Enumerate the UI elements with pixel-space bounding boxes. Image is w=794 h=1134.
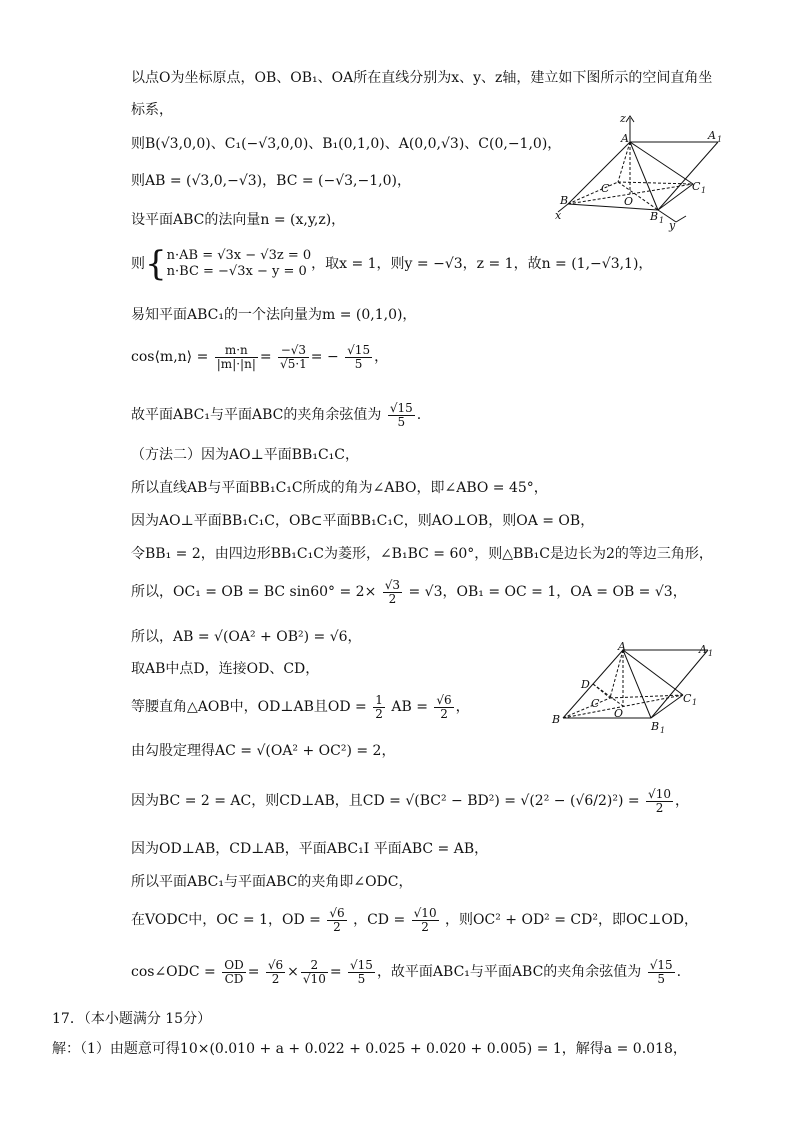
numerator: √3 (384, 577, 401, 592)
edge-b-b1 (568, 204, 658, 210)
text-fragment: AB = (391, 699, 428, 715)
label-z: z (620, 112, 626, 125)
text-line: cos∠ODC = $\frac{OD}{CD}$ = $\frac{√6}{2}$ × $\frac{2}{√10}$ = $\frac{√15}{5}$ ，故平面ABC₁与平面ABC的夹角余弦值为 $\frac{√15}{5}$ . (131, 957, 682, 986)
fraction (388, 402, 415, 429)
fraction (215, 344, 258, 371)
denominator: 5 (357, 971, 366, 986)
brace-symbol: { (145, 244, 167, 284)
text-line: 因为AO⊥平面BB₁C₁C，OB⊂平面BB₁C₁C，则AO⊥OB，则OA = OB， (131, 513, 595, 529)
label-a1: A (708, 129, 716, 142)
label-c1: C (692, 180, 701, 193)
label-b: B (552, 713, 561, 726)
fraction (383, 579, 402, 606)
edge-a1-b1 (651, 650, 708, 718)
text-fragment: 等腰直角△AOB中，OD⊥AB且OD = (131, 699, 367, 715)
numerator: √10 (413, 905, 437, 920)
text-line: 所以直线AB与平面BB₁C₁C所成的角为∠ABO，即∠ABO = 45°， (131, 480, 548, 496)
label-a1-sub: 1 (708, 649, 714, 658)
text-line: 令BB₁ = 2，由四边形BB₁C₁C为菱形，∠B₁BC = 60°，则△BB₁C是边长为2的等边三角形， (131, 546, 713, 562)
label-d: D (581, 678, 590, 691)
denominator: 5 (397, 414, 406, 429)
text-line: 由勾股定理得AC = √(OA² + OC²) = 2， (131, 743, 396, 759)
label-a: A (621, 132, 629, 145)
edge-b1-c1 (658, 184, 693, 210)
y-axis-extension (676, 216, 686, 222)
prism-figure-d (548, 640, 728, 740)
label-b1: B (650, 210, 659, 223)
numerator: √6 (267, 957, 284, 972)
denominator: |m|·|n| (216, 356, 256, 371)
denominator: √10 (302, 971, 326, 986)
text-line: 所以平面ABC₁与平面ABC的夹角即∠ODC， (131, 874, 413, 890)
text-fragment: . (676, 964, 682, 980)
text-fragment: ，故平面ABC₁与平面ABC的夹角余弦值为 (376, 964, 642, 980)
text-fragment: ，则OC² + OD² = CD²，即OC⊥OD， (445, 912, 699, 928)
text-line: 则B(√3,0,0)、C₁(−√3,0,0)、B₁(0,1,0)、A(0,0,√3)、C(0,−1,0)， (131, 136, 562, 152)
denominator: 2 (375, 706, 383, 721)
text-fragment: × (287, 964, 299, 980)
fraction (434, 694, 453, 721)
label-c1: C (683, 692, 692, 705)
text-fragment: cos⟨m,n⟩ = (131, 349, 209, 365)
text-line (131, 903, 698, 937)
label-b1-sub: 1 (659, 216, 665, 225)
edge-a-c1 (630, 142, 693, 184)
text-line (131, 690, 470, 724)
text-line (131, 784, 689, 818)
numerator: √6 (329, 905, 345, 920)
denominator: 5 (354, 356, 363, 371)
dashed-b-c (563, 698, 610, 718)
text-line: （方法二）因为AO⊥平面BB₁C₁C， (131, 447, 359, 463)
numerator: 1 (375, 692, 383, 707)
fraction (412, 907, 439, 934)
text-line (131, 575, 687, 609)
text-line: 以点O为坐标原点，OB、OB₁、OA所在直线分别为x、y、z轴，建立如下图所示的空间直角坐 (131, 70, 713, 86)
label-a1-sub: 1 (717, 135, 723, 144)
text-fragment: 因为BC = 2 = AC，则CD⊥AB，且CD = √(BC² − BD²) = √(2² − (√6/2)²) = (131, 793, 640, 809)
fraction (222, 959, 245, 986)
numerator: √15 (389, 400, 413, 415)
denominator: 2 (421, 919, 429, 934)
fraction (301, 959, 328, 986)
fraction (648, 959, 675, 986)
text-fragment: = √3，OB₁ = OC = 1，OA = OB = √3， (408, 584, 687, 600)
fraction (345, 344, 372, 371)
fraction (327, 907, 346, 934)
fraction (348, 959, 375, 986)
numerator: √15 (649, 957, 673, 972)
numerator: −√3 (278, 344, 309, 358)
problem-header: 17．（本小题满分 15分） (52, 1011, 212, 1027)
text-fragment: 故平面ABC₁与平面ABC的夹角余弦值为 (131, 407, 382, 423)
text-line: 解：（1）由题意可得10×(0.010 + a + 0.022 + 0.025 + 0.020 + 0.005) = 1，解得a = 0.018， (52, 1041, 687, 1057)
system-rows (167, 248, 311, 280)
numerator: OD (224, 957, 244, 972)
denominator: 2 (440, 706, 448, 721)
fraction (278, 344, 309, 371)
numerator: √15 (347, 342, 371, 357)
label-a1: A (699, 643, 707, 656)
text-fragment: 则 (131, 256, 145, 272)
text-line: 设平面ABC的法向量n = (x,y,z)， (131, 212, 346, 228)
prism-figure-coordinates (548, 112, 728, 232)
cos-equation: cos⟨m,n⟩ = $\frac{m\cdot n}{|m|\cdot|n|}$ = $\frac{-√3}{√5\cdot 1}$ = − $\frac{√15}{5}$ ， (131, 342, 389, 371)
text-fragment: ， (455, 699, 470, 715)
text-fragment: ， (674, 793, 689, 809)
label-b1: B (651, 720, 660, 733)
equation-row: n·AB = √3x − √3z = 0 (166, 248, 312, 263)
label-c1-sub: 1 (692, 698, 698, 707)
text-fragment: ，取x = 1，则y = −√3，z = 1，故n = (1,−√3,1)， (311, 256, 653, 272)
label-b1-sub: 1 (660, 726, 666, 735)
label-c1-sub: 1 (701, 186, 707, 195)
text-fragment: cos∠ODC = (131, 964, 216, 980)
text-line: 易知平面ABC₁的一个法向量为m = (0,1,0)， (131, 307, 417, 323)
text-line: 则AB = (√3,0,−√3)，BC = (−√3,−1,0)， (131, 173, 411, 189)
numerator: m·n (215, 344, 258, 358)
equation-system (131, 246, 652, 282)
numerator: √15 (350, 957, 373, 972)
denominator: 2 (333, 919, 341, 934)
numerator: √6 (436, 692, 452, 707)
fraction (373, 694, 385, 721)
text-line: 所以，AB = √(OA² + OB²) = √6， (131, 629, 362, 645)
denominator: CD (224, 971, 244, 986)
denominator: 2 (388, 591, 397, 606)
dashed-b-c (568, 182, 618, 204)
edge-a1-b1 (658, 142, 718, 210)
denominator: 2 (271, 971, 280, 986)
numerator: 2 (301, 959, 328, 973)
fraction (266, 959, 285, 986)
label-a: A (618, 640, 626, 653)
text-fragment: ，CD = (353, 912, 406, 928)
text-line: 标系， (131, 102, 173, 118)
label-x: x (555, 209, 562, 222)
label-c: C (591, 697, 600, 710)
numerator: √10 (648, 786, 671, 801)
dashed-d-c (593, 684, 610, 698)
equation-row: n·BC = −√3x − y = 0 (166, 264, 307, 279)
denominator: 2 (655, 800, 664, 815)
label-o: O (614, 707, 624, 720)
label-y: y (669, 219, 676, 232)
text-line: 因为OD⊥AB，CD⊥AB，平面ABC₁I 平面ABC = AB， (131, 841, 489, 857)
label-c: C (601, 182, 610, 195)
label-o: O (624, 195, 634, 208)
text-fragment: 所以，OC₁ = OB = BC sin60° = 2× (131, 584, 377, 600)
denominator: √5·1 (280, 356, 307, 371)
label-b: B (560, 194, 569, 207)
text-line: 故平面ABC₁与平面ABC的夹角余弦值为 $\frac{√15}{5}$ . (131, 400, 422, 429)
text-line: 取AB中点D，连接OD、CD， (131, 661, 320, 677)
text-fragment: 在VODC中，OC = 1，OD = (131, 912, 321, 928)
denominator: 5 (657, 971, 666, 986)
fraction (646, 788, 673, 815)
